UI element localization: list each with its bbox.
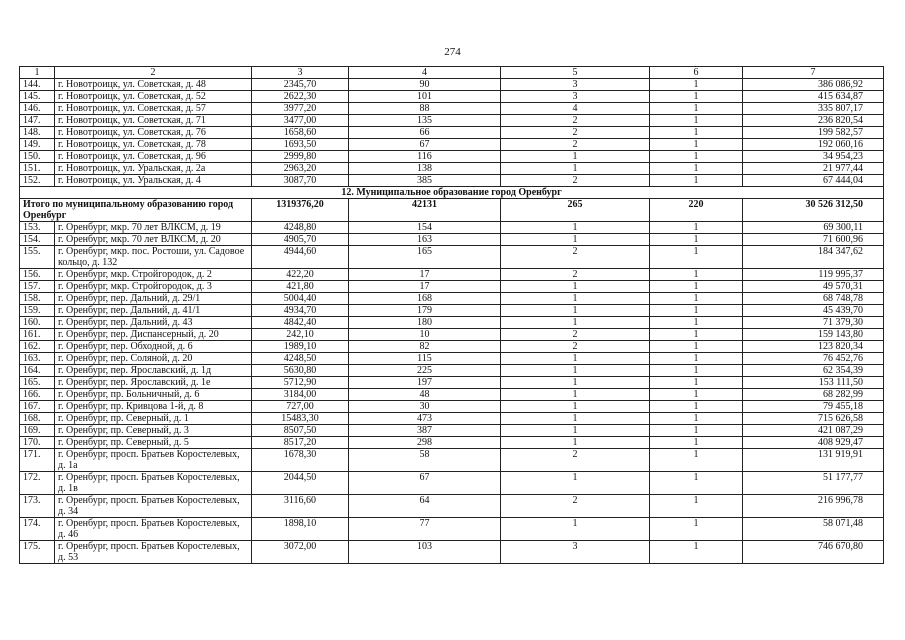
amount-cell: 123 820,34 xyxy=(743,341,884,353)
amount-cell: 34 954,23 xyxy=(743,151,884,163)
column-5-cell: 1 xyxy=(501,353,650,365)
table-row xyxy=(20,518,884,541)
column-5-cell: 1 xyxy=(501,401,650,413)
area-cell: 2044,50 xyxy=(252,472,349,495)
address-cell: г. Оренбург, мкр. 70 лет ВЛКСМ, д. 19 xyxy=(55,222,252,234)
section-title: 12. Муниципальное образование город Оренбург xyxy=(20,187,884,199)
column-5-cell: 1 xyxy=(501,163,650,175)
address-cell: г. Новотроицк, ул. Советская, д. 48 xyxy=(55,79,252,91)
residents-cell: 135 xyxy=(349,115,501,127)
address-cell: г. Оренбург, пер. Дальний, д. 41/1 xyxy=(55,305,252,317)
table-row xyxy=(20,389,884,401)
column-6-cell: 1 xyxy=(650,437,743,449)
amount-cell: 421 087,29 xyxy=(743,425,884,437)
area-cell: 2963,20 xyxy=(252,163,349,175)
residents-cell: 168 xyxy=(349,293,501,305)
amount-cell: 216 996,78 xyxy=(743,495,884,518)
amount-cell: 21 977,44 xyxy=(743,163,884,175)
residents-cell: 116 xyxy=(349,151,501,163)
area-cell: 1658,60 xyxy=(252,127,349,139)
residents-cell: 138 xyxy=(349,163,501,175)
table-row xyxy=(20,365,884,377)
row-number: 163. xyxy=(20,353,55,365)
address-cell: г. Оренбург, мкр. пос. Ростоши, ул. Садовое кольцо, д. 132 xyxy=(55,246,252,269)
amount-cell: 51 177,77 xyxy=(743,472,884,495)
column-number: 6 xyxy=(650,67,743,79)
area-cell: 2622,30 xyxy=(252,91,349,103)
address-cell: г. Оренбург, пер. Ярославский, д. 1д xyxy=(55,365,252,377)
address-cell: г. Новотроицк, ул. Советская, д. 76 xyxy=(55,127,252,139)
column-5-cell: 1 xyxy=(501,377,650,389)
column-5-cell: 1 xyxy=(501,317,650,329)
row-number: 170. xyxy=(20,437,55,449)
area-cell: 1678,30 xyxy=(252,449,349,472)
table-row xyxy=(20,401,884,413)
column-6-cell: 1 xyxy=(650,341,743,353)
address-cell: г. Новотроицк, ул. Советская, д. 96 xyxy=(55,151,252,163)
area-cell: 2999,80 xyxy=(252,151,349,163)
row-number: 172. xyxy=(20,472,55,495)
table-row xyxy=(20,495,884,518)
amount-cell: 415 634,87 xyxy=(743,91,884,103)
area-cell: 1989,10 xyxy=(252,341,349,353)
table-row xyxy=(20,127,884,139)
table-row xyxy=(20,246,884,269)
column-6-cell: 1 xyxy=(650,449,743,472)
residents-cell: 180 xyxy=(349,317,501,329)
column-6-cell: 1 xyxy=(650,269,743,281)
column-6-cell: 1 xyxy=(650,91,743,103)
area-cell: 4248,50 xyxy=(252,353,349,365)
row-number: 162. xyxy=(20,341,55,353)
table-row xyxy=(20,449,884,472)
column-5-cell: 2 xyxy=(501,175,650,187)
area-cell: 3087,70 xyxy=(252,175,349,187)
area-cell: 5712,90 xyxy=(252,377,349,389)
row-number: 147. xyxy=(20,115,55,127)
residents-cell: 66 xyxy=(349,127,501,139)
row-number: 169. xyxy=(20,425,55,437)
column-6-cell: 1 xyxy=(650,281,743,293)
amount-cell: 131 919,91 xyxy=(743,449,884,472)
column-6-cell: 1 xyxy=(650,222,743,234)
address-cell: г. Оренбург, пер. Соляной, д. 20 xyxy=(55,353,252,365)
area-cell: 15483,30 xyxy=(252,413,349,425)
column-6-cell: 1 xyxy=(650,495,743,518)
table-row xyxy=(20,79,884,91)
table-row xyxy=(20,115,884,127)
column-number-row xyxy=(20,67,884,79)
column-5-cell: 1 xyxy=(501,472,650,495)
column-5-cell: 1 xyxy=(501,518,650,541)
table-body xyxy=(20,67,884,564)
area-cell: 4842,40 xyxy=(252,317,349,329)
column-number: 7 xyxy=(743,67,884,79)
column-5-cell: 1 xyxy=(501,305,650,317)
residents-cell: 385 xyxy=(349,175,501,187)
address-cell: г. Оренбург, пер. Диспансерный, д. 20 xyxy=(55,329,252,341)
column-5-cell: 1 xyxy=(501,222,650,234)
address-cell: г. Новотроицк, ул. Советская, д. 71 xyxy=(55,115,252,127)
column-number: 2 xyxy=(55,67,252,79)
address-cell: г. Новотроицк, ул. Советская, д. 57 xyxy=(55,103,252,115)
residents-cell: 77 xyxy=(349,518,501,541)
row-number: 161. xyxy=(20,329,55,341)
address-cell: г. Оренбург, пр. Северный, д. 5 xyxy=(55,437,252,449)
column-5-cell: 3 xyxy=(501,541,650,564)
table-row xyxy=(20,413,884,425)
column-6-cell: 1 xyxy=(650,139,743,151)
amount-cell: 71 600,96 xyxy=(743,234,884,246)
column-6-cell: 1 xyxy=(650,413,743,425)
amount-cell: 69 300,11 xyxy=(743,222,884,234)
column-5-cell: 1 xyxy=(501,293,650,305)
table-row xyxy=(20,269,884,281)
address-cell: г. Оренбург, пер. Ярославский, д. 1е xyxy=(55,377,252,389)
column-6-cell: 1 xyxy=(650,163,743,175)
row-number: 160. xyxy=(20,317,55,329)
table-row xyxy=(20,437,884,449)
address-cell: г. Оренбург, пр. Северный, д. 3 xyxy=(55,425,252,437)
column-6-cell: 1 xyxy=(650,103,743,115)
table-row xyxy=(20,151,884,163)
row-number: 150. xyxy=(20,151,55,163)
address-cell: г. Оренбург, пер. Обходной, д. 6 xyxy=(55,341,252,353)
column-6-cell: 1 xyxy=(650,472,743,495)
amount-cell: 71 379,30 xyxy=(743,317,884,329)
address-cell: г. Оренбург, пер. Дальний, д. 29/1 xyxy=(55,293,252,305)
row-number: 157. xyxy=(20,281,55,293)
area-cell: 8517,20 xyxy=(252,437,349,449)
column-6-cell: 1 xyxy=(650,293,743,305)
amount-cell: 68 748,78 xyxy=(743,293,884,305)
residents-cell: 64 xyxy=(349,495,501,518)
amount-cell: 236 820,54 xyxy=(743,115,884,127)
row-number: 167. xyxy=(20,401,55,413)
row-number: 144. xyxy=(20,79,55,91)
row-number: 159. xyxy=(20,305,55,317)
address-cell: г. Новотроицк, ул. Советская, д. 78 xyxy=(55,139,252,151)
area-cell: 3116,60 xyxy=(252,495,349,518)
amount-cell: 386 086,92 xyxy=(743,79,884,91)
amount-cell: 79 455,18 xyxy=(743,401,884,413)
column-5-cell: 2 xyxy=(501,115,650,127)
column-number: 5 xyxy=(501,67,650,79)
column-6-cell: 1 xyxy=(650,329,743,341)
column-6-cell: 1 xyxy=(650,175,743,187)
table-row xyxy=(20,139,884,151)
row-number: 155. xyxy=(20,246,55,269)
row-number: 171. xyxy=(20,449,55,472)
amount-cell: 58 071,48 xyxy=(743,518,884,541)
residents-cell: 115 xyxy=(349,353,501,365)
table-row xyxy=(20,103,884,115)
area-cell: 4944,60 xyxy=(252,246,349,269)
column-5-cell: 2 xyxy=(501,495,650,518)
area-cell: 1693,50 xyxy=(252,139,349,151)
column-5-cell: 2 xyxy=(501,269,650,281)
address-cell: г. Оренбург, пр. Кривцова 1-й, д. 8 xyxy=(55,401,252,413)
row-number: 154. xyxy=(20,234,55,246)
total-area-cell: 1319376,20 xyxy=(252,199,349,222)
table-row xyxy=(20,293,884,305)
table-row xyxy=(20,329,884,341)
column-5-cell: 1 xyxy=(501,413,650,425)
residents-cell: 88 xyxy=(349,103,501,115)
amount-cell: 62 354,39 xyxy=(743,365,884,377)
column-6-cell: 1 xyxy=(650,246,743,269)
residents-cell: 179 xyxy=(349,305,501,317)
area-cell: 1898,10 xyxy=(252,518,349,541)
area-cell: 4248,80 xyxy=(252,222,349,234)
residents-cell: 473 xyxy=(349,413,501,425)
column-5-cell: 1 xyxy=(501,365,650,377)
row-number: 174. xyxy=(20,518,55,541)
page-number: 274 xyxy=(444,46,461,58)
column-6-cell: 1 xyxy=(650,305,743,317)
row-number: 149. xyxy=(20,139,55,151)
area-cell: 8507,50 xyxy=(252,425,349,437)
row-number: 145. xyxy=(20,91,55,103)
address-cell: г. Оренбург, мкр. Стройгородок, д. 3 xyxy=(55,281,252,293)
address-cell: г. Новотроицк, ул. Уральская, д. 4 xyxy=(55,175,252,187)
amount-cell: 67 444,04 xyxy=(743,175,884,187)
column-5-cell: 1 xyxy=(501,234,650,246)
address-cell: г. Оренбург, просп. Братьев Коростелевых, д. 34 xyxy=(55,495,252,518)
address-cell: г. Оренбург, мкр. 70 лет ВЛКСМ, д. 20 xyxy=(55,234,252,246)
address-cell: г. Оренбург, мкр. Стройгородок, д. 2 xyxy=(55,269,252,281)
column-5-cell: 2 xyxy=(501,329,650,341)
amount-cell: 715 626,58 xyxy=(743,413,884,425)
column-5-cell: 1 xyxy=(501,437,650,449)
total-residents-cell: 42131 xyxy=(349,199,501,222)
row-number: 175. xyxy=(20,541,55,564)
amount-cell: 49 570,31 xyxy=(743,281,884,293)
total-column-5-cell: 265 xyxy=(501,199,650,222)
column-6-cell: 1 xyxy=(650,401,743,413)
residents-cell: 30 xyxy=(349,401,501,413)
total-label: Итого по муниципальному образованию город Оренбург xyxy=(20,199,252,222)
area-cell: 3477,00 xyxy=(252,115,349,127)
column-5-cell: 1 xyxy=(501,281,650,293)
table-row xyxy=(20,222,884,234)
column-5-cell: 1 xyxy=(501,389,650,401)
table-row xyxy=(20,353,884,365)
row-number: 151. xyxy=(20,163,55,175)
table-row xyxy=(20,377,884,389)
residents-cell: 90 xyxy=(349,79,501,91)
address-cell: г. Оренбург, просп. Братьев Коростелевых, д. 1а xyxy=(55,449,252,472)
column-6-cell: 1 xyxy=(650,115,743,127)
amount-cell: 184 347,62 xyxy=(743,246,884,269)
address-cell: г. Оренбург, пр. Больничный, д. 6 xyxy=(55,389,252,401)
row-number: 164. xyxy=(20,365,55,377)
row-number: 152. xyxy=(20,175,55,187)
table-row xyxy=(20,541,884,564)
amount-cell: 408 929,47 xyxy=(743,437,884,449)
area-cell: 4905,70 xyxy=(252,234,349,246)
residents-cell: 67 xyxy=(349,472,501,495)
column-5-cell: 2 xyxy=(501,449,650,472)
row-number: 158. xyxy=(20,293,55,305)
residents-cell: 163 xyxy=(349,234,501,246)
amount-cell: 335 807,17 xyxy=(743,103,884,115)
column-5-cell: 2 xyxy=(501,127,650,139)
area-cell: 3184,00 xyxy=(252,389,349,401)
residents-cell: 48 xyxy=(349,389,501,401)
area-cell: 5630,80 xyxy=(252,365,349,377)
address-cell: г. Оренбург, просп. Братьев Коростелевых, д. 53 xyxy=(55,541,252,564)
column-5-cell: 4 xyxy=(501,103,650,115)
area-cell: 421,80 xyxy=(252,281,349,293)
residents-cell: 82 xyxy=(349,341,501,353)
row-number: 165. xyxy=(20,377,55,389)
table-row xyxy=(20,163,884,175)
area-cell: 4934,70 xyxy=(252,305,349,317)
address-cell: г. Оренбург, просп. Братьев Коростелевых, д. 46 xyxy=(55,518,252,541)
area-cell: 727,00 xyxy=(252,401,349,413)
table-row xyxy=(20,91,884,103)
address-cell: г. Оренбург, пер. Дальний, д. 43 xyxy=(55,317,252,329)
column-5-cell: 2 xyxy=(501,341,650,353)
column-number: 1 xyxy=(20,67,55,79)
address-cell: г. Оренбург, просп. Братьев Коростелевых, д. 1в xyxy=(55,472,252,495)
residents-cell: 17 xyxy=(349,281,501,293)
area-cell: 5004,40 xyxy=(252,293,349,305)
table-row xyxy=(20,281,884,293)
amount-cell: 153 111,50 xyxy=(743,377,884,389)
area-cell: 422,20 xyxy=(252,269,349,281)
column-5-cell: 2 xyxy=(501,139,650,151)
column-6-cell: 1 xyxy=(650,425,743,437)
area-cell: 3072,00 xyxy=(252,541,349,564)
column-6-cell: 1 xyxy=(650,79,743,91)
total-column-6-cell: 220 xyxy=(650,199,743,222)
column-5-cell: 2 xyxy=(501,246,650,269)
column-6-cell: 1 xyxy=(650,127,743,139)
row-number: 146. xyxy=(20,103,55,115)
row-number: 153. xyxy=(20,222,55,234)
amount-cell: 159 143,80 xyxy=(743,329,884,341)
column-5-cell: 3 xyxy=(501,91,650,103)
residents-cell: 197 xyxy=(349,377,501,389)
row-number: 166. xyxy=(20,389,55,401)
amount-cell: 746 670,80 xyxy=(743,541,884,564)
amount-cell: 192 060,16 xyxy=(743,139,884,151)
section-heading-row xyxy=(20,187,884,199)
table-row xyxy=(20,341,884,353)
table-row xyxy=(20,472,884,495)
table-row xyxy=(20,234,884,246)
address-cell: г. Оренбург, пр. Северный, д. 1 xyxy=(55,413,252,425)
area-cell: 2345,70 xyxy=(252,79,349,91)
column-number: 3 xyxy=(252,67,349,79)
column-number: 4 xyxy=(349,67,501,79)
table-row xyxy=(20,425,884,437)
column-5-cell: 1 xyxy=(501,425,650,437)
row-number: 148. xyxy=(20,127,55,139)
column-5-cell: 3 xyxy=(501,79,650,91)
row-number: 168. xyxy=(20,413,55,425)
residents-cell: 101 xyxy=(349,91,501,103)
total-row xyxy=(20,199,884,222)
column-6-cell: 1 xyxy=(650,317,743,329)
column-6-cell: 1 xyxy=(650,389,743,401)
residents-cell: 10 xyxy=(349,329,501,341)
column-5-cell: 1 xyxy=(501,151,650,163)
address-cell: г. Новотроицк, ул. Советская, д. 52 xyxy=(55,91,252,103)
column-6-cell: 1 xyxy=(650,234,743,246)
row-number: 173. xyxy=(20,495,55,518)
amount-cell: 199 582,57 xyxy=(743,127,884,139)
table-row xyxy=(20,317,884,329)
column-6-cell: 1 xyxy=(650,365,743,377)
amount-cell: 68 282,99 xyxy=(743,389,884,401)
area-cell: 3977,20 xyxy=(252,103,349,115)
total-amount-cell: 30 526 312,50 xyxy=(743,199,884,222)
amount-cell: 45 439,70 xyxy=(743,305,884,317)
column-6-cell: 1 xyxy=(650,151,743,163)
column-6-cell: 1 xyxy=(650,353,743,365)
address-cell: г. Новотроицк, ул. Уральская, д. 2а xyxy=(55,163,252,175)
residents-cell: 298 xyxy=(349,437,501,449)
houses-table xyxy=(19,66,884,564)
row-number: 156. xyxy=(20,269,55,281)
column-6-cell: 1 xyxy=(650,518,743,541)
residents-cell: 154 xyxy=(349,222,501,234)
residents-cell: 103 xyxy=(349,541,501,564)
column-6-cell: 1 xyxy=(650,377,743,389)
amount-cell: 76 452,76 xyxy=(743,353,884,365)
table-row xyxy=(20,305,884,317)
column-6-cell: 1 xyxy=(650,541,743,564)
amount-cell: 119 995,37 xyxy=(743,269,884,281)
area-cell: 242,10 xyxy=(252,329,349,341)
residents-cell: 17 xyxy=(349,269,501,281)
residents-cell: 225 xyxy=(349,365,501,377)
table-row xyxy=(20,175,884,187)
residents-cell: 387 xyxy=(349,425,501,437)
residents-cell: 165 xyxy=(349,246,501,269)
residents-cell: 58 xyxy=(349,449,501,472)
residents-cell: 67 xyxy=(349,139,501,151)
